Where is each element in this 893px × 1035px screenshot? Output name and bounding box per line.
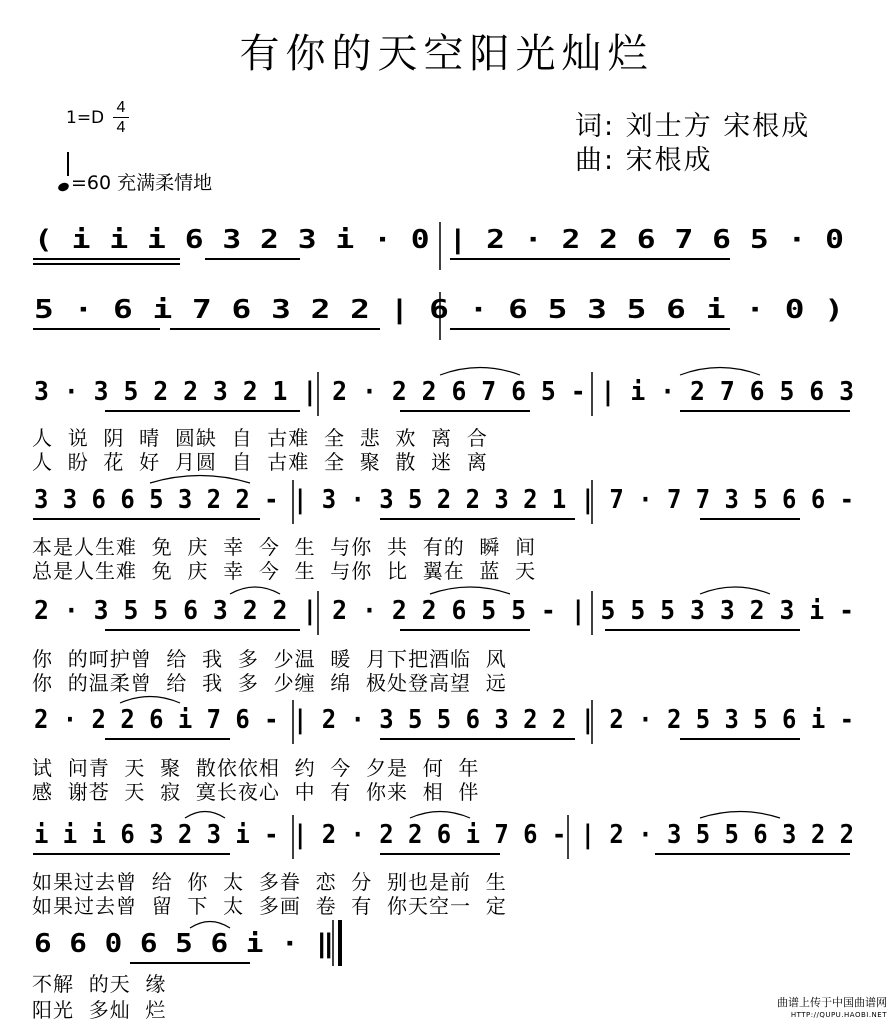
score-row-5: 2 · 3 5 5 6 3 2 2 | 2 · 2 2 6 5 5 - | 5 5 5 3 3 2 3 i - (34, 596, 854, 626)
slur (700, 587, 770, 594)
lyricist: 词: 刘士方 宋根成 (575, 111, 811, 142)
footer-text: 曲谱上传于中国曲谱网 (777, 996, 887, 1009)
lyric-line: 你 的温柔曾 给 我 多 少缠 绵 极处登高望 远 (32, 671, 507, 695)
lyric-line: 你 的呵护曾 给 我 多 少温 暖 月下把酒临 风 (32, 647, 507, 671)
score-row-3: 3 · 3 5 2 2 3 2 1 | 2 · 2 2 6 7 6 5 - | i · 2 7 6 5 6 3 (34, 377, 854, 407)
footer-url: HTTP://QUPU.HAOBI.NET (790, 1011, 887, 1019)
score-row-8: 6 6 0 6 5 6 i · ‖ (34, 929, 334, 959)
lyric-line: 人 说 阴 晴 圆缺 自 古难 全 悲 欢 离 合 (32, 426, 488, 450)
composer: 曲: 宋根成 (575, 145, 713, 176)
score-row-1: ( i i i 6 3 2 3 i · 0 | 2 · 2 2 6 7 6 5 · 0 (34, 225, 844, 255)
row-5 (34, 587, 854, 635)
lyric-line: 本是人生难 免 庆 幸 今 生 与你 共 有的 瞬 间 (32, 535, 537, 559)
row-7 (33, 812, 854, 860)
slur (120, 697, 180, 704)
row-8 (34, 920, 340, 966)
meter-top: 4 (116, 99, 126, 116)
lyric-line: 感 谢苍 天 寂 寞长夜心 中 有 你来 相 伴 (32, 780, 480, 804)
tempo-text: =60 充满柔情地 (71, 172, 213, 194)
slur (230, 587, 280, 594)
lyric-line: 不解 的天 缘 (32, 972, 167, 996)
slur (190, 922, 230, 929)
slur (410, 812, 470, 819)
lyric-line: 总是人生难 免 庆 幸 今 生 与你 比 翼在 蓝 天 (32, 559, 537, 583)
slur (185, 812, 225, 819)
lyric-line: 阳光 多灿 烂 (32, 998, 167, 1022)
row-4 (33, 476, 854, 525)
lyric-line: 如果过去曾 留 下 太 多画 卷 有 你天空一 定 (32, 894, 507, 918)
score-row-2: 5 · 6 i 7 6 3 2 2 | 6 · 6 5 3 5 6 i · 0 ) (34, 295, 844, 325)
row-1 (33, 222, 844, 270)
site-footer (777, 997, 887, 1021)
lyric-line: 人 盼 花 好 月圆 自 古难 全 聚 散 迷 离 (32, 450, 488, 474)
song-title: 有你的天空阳光灿烂 (239, 31, 654, 77)
slur (440, 368, 520, 376)
slur (430, 587, 510, 594)
lyric-line: 试 问青 天 聚 散依依相 约 今 夕是 何 年 (32, 756, 480, 780)
score-row-7: i i i 6 3 2 3 i - | 2 · 2 2 6 i 7 6 - | 2 · 3 5 5 6 3 2 2 (34, 820, 854, 850)
score-row-6: 2 · 2 2 6 i 7 6 - | 2 · 3 5 5 6 3 2 2 | 2 · 2 5 3 5 6 i - (34, 705, 854, 735)
score-row-4: 3 3 6 6 5 3 2 2 - | 3 · 3 5 2 2 3 2 1 | 7 · 7 7 3 5 6 6 - (34, 485, 854, 515)
row-6 (34, 697, 854, 745)
slur (700, 812, 780, 819)
lyric-line: 如果过去曾 给 你 太 多眷 恋 分 别也是前 生 (32, 870, 507, 894)
slur (150, 476, 250, 484)
meter-bottom: 4 (116, 119, 126, 136)
row-2 (33, 292, 844, 340)
slur (680, 368, 760, 376)
key-signature: 1=D (66, 108, 105, 128)
row-3 (34, 368, 854, 417)
